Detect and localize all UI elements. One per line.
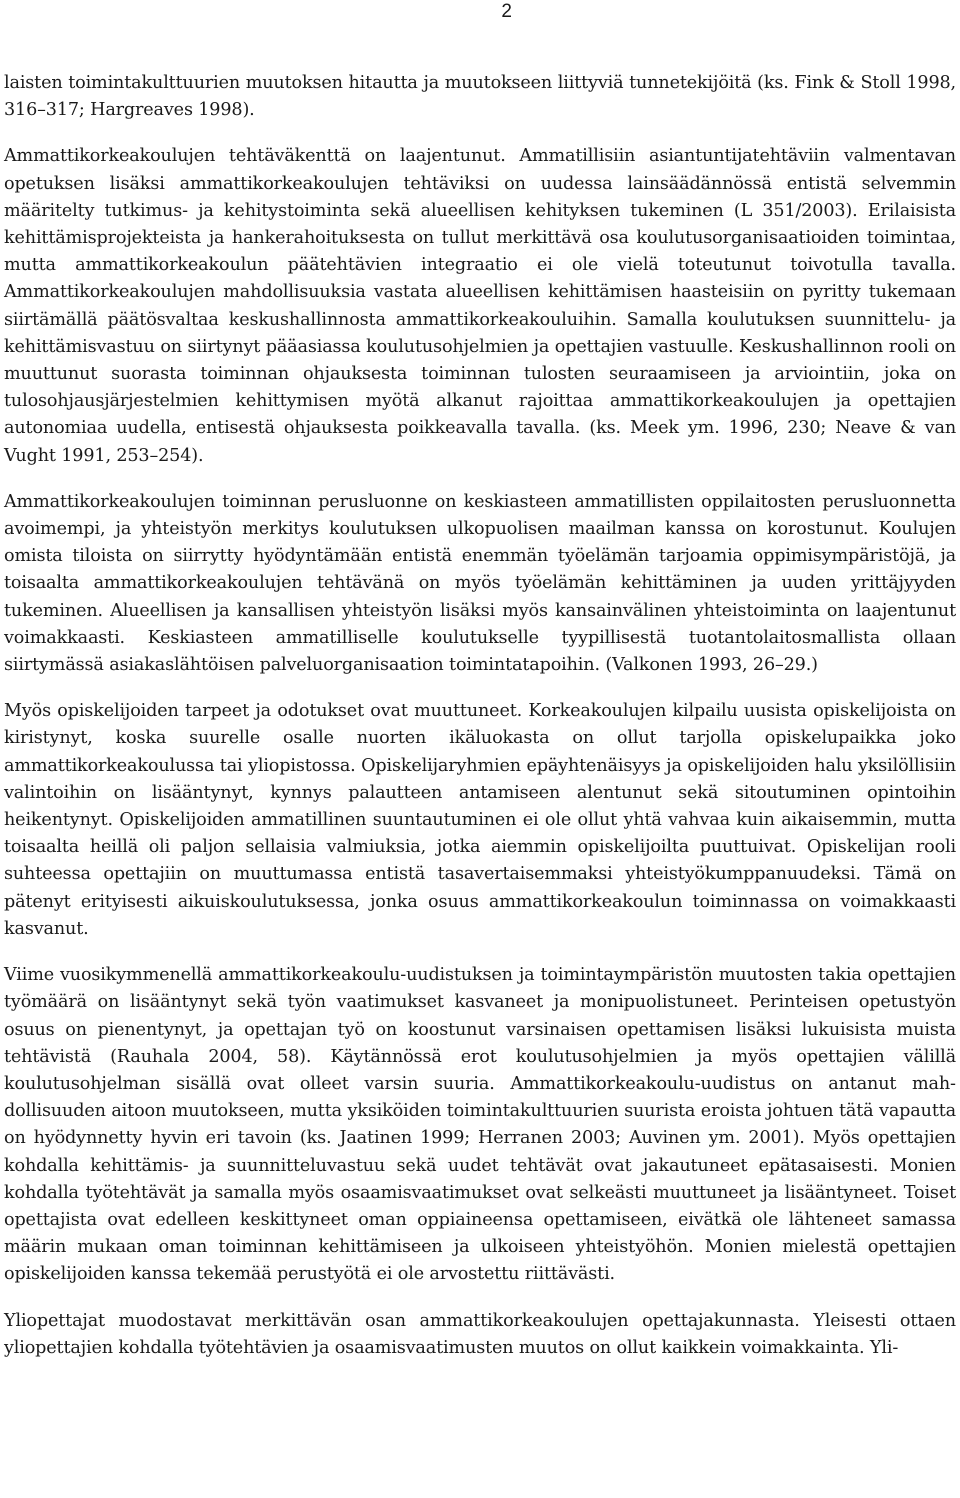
- paragraph-nature: Ammattikorkeakoulujen toiminnan perusluonne on keskiasteen ammatillisten oppilaitosten perusluonnetta avoimempi, ja yhteistyön merkitys koulutuksen ulkopuolisen maailman kanssa on korostunut. Koulujen omista tiloista on siirrytty hyödyntämään entistä enemmän työelämän tarjoamia oppimisympäristöjä, ja toisaalta ammattikorkeakoulujen tehtävänä on myös työelämän kehittäminen ja uuden yrittäjyyden tukeminen. Alueellisen ja kansallisen yhteistyön lisäksi myös kansainvälinen yhteistoiminta on laajentunut voimakkaasti. Keskiasteen ammatilliselle koulutukselle tyypillisestä tuotantolaitosmallista ollaan siirtymässä asiakaslähtöisen palveluorganisaation toimintatapoihin. (Valkonen 1993, 26–29.): [4, 491, 956, 676]
- document-body: [4, 70, 956, 1362]
- paragraph-teachers: Viime vuosikymmenellä ammattikorkeakoulu-uudistuksen ja toimintaympäristön muutosten takia opettajien työmäärä on lisääntynyt sekä työn vaatimukset kasvaneet ja monipuolistuneet. Perinteisen opetustyön osuus on pienentynyt, ja opettajan työ on koostunut varsinaisen opettamisen lisäksi lukuisista muista tehtävistä (Rauhala 2004, 58). Käytännössä erot koulutusohjelmien ja myös opettajien välillä koulutusohjelman sisällä ovat olleet varsin suuria. Ammattikorkeakoulu-uudistus on antanut mahdollisuuden aitoon muutokseen, mutta yksiköiden toimintakulttuurien suurista eroista johtuen tätä vapautta on hyödynnetty hyvin eri tavoin (ks. Jaatinen 1999; Herranen 2003; Auvinen ym. 2001). Myös opettajien kohdalla kehittämis- ja suunnitteluvastuu sekä uudet tehtävät ovat jakautuneet epätasaisesti. Monien kohdalla työtehtävät ja samalla myös osaamisvaatimukset ovat selkeästi muuttuneet ja lisääntyneet. Toiset opettajista ovat edelleen keskittyneet oman oppiaineensa opettamiseen, eivätkä ole lähteneet samassa määrin mukaan oman toiminnan kehittämiseen ja ulkoiseen yhteistyöhön. Monien mielestä opettajien opiskelijoiden kanssa tekemää perustyötä ei ole arvostettu riittävästi.: [4, 965, 956, 1285]
- paragraph-principal-lecturers: Yliopettajat muodostavat merkittävän osan ammattikorkeakoulujen opettajakunnasta. Yleisesti ottaen yliopettajien kohdalla työtehtävien ja osaamisvaatimusten muutos on ollut kaikkein voimakkainta. Yli-: [4, 1310, 956, 1358]
- page-number: 2: [501, 1, 512, 22]
- paragraph-students: Myös opiskelijoiden tarpeet ja odotukset ovat muuttuneet. Korkeakoulujen kilpailu uusista opiskelijoista on kiristynyt, koska suurelle osalle nuorten ikäluokasta on ollut tarjolla opiskelupaikka joko ammattikorkeakoulussa tai yliopistossa. Opiskelijaryhmien epäyhtenäisyys ja opiskelijoiden halu yksilöllisiin valintoihin on lisääntynyt, kynnys palautteen antamiseen alentunut sekä sitoutuminen opintoihin heikentynyt. Opiskelijoiden ammatillinen suuntautuminen ei ole ollut yhtä vahvaa kuin aikaisemmin, mutta toisaalta heillä oli paljon sellaisia valmiuksia, jotka aiemmin opiskelijoilta puuttuivat. Opiskelijan rooli suhteessa opettajiin on muuttumassa entistä tasavertaisemmaksi yhteistyökumppanuudeksi. Tämä on pätenyt erityisesti aikuiskoulutuksessa, jonka osuus ammattikorkeakoulun toiminnassa on voimakkaasti kasvanut.: [4, 701, 956, 939]
- paragraph-tasks: Ammattikorkeakoulujen tehtäväkenttä on laajentunut. Ammatillisiin asiantuntijatehtäviin valmentavan opetuksen lisäksi ammattikorkeakoulujen tehtäviksi on uudessa lainsäädännössä entistä selvemmin määritelty tutkimus- ja kehitystoiminta sekä alueellisen kehityksen tukeminen (L 351/2003). Erilaisista kehittämisprojekteista ja hankerahoituksesta on tullut merkittävä osa koulutusorganisaatioiden toimintaa, mutta ammattikorkeakoulun päätehtävien integraatio ei ole vielä toteutunut toivotulla tavalla. Ammattikorkeakoulujen mahdollisuuksia vastata alueellisen kehittämisen haasteisiin on pyritty tukemaan siirtämällä päätösvaltaa keskushallinnosta ammattikorkeakouluihin. Samalla koulutuksen suunnittelu- ja kehittämisvastuu on siirtynyt pääasiassa koulutusohjelmien ja opettajien vastuulle. Keskushallinnon rooli on muuttunut suorasta toiminnan ohjauksesta toiminnan tulosten seuraamiseen ja arviointiin, joka on tulosohjausjärjestelmien kehittymisen myötä alkanut rajoittaa ammattikorkeakoulujen ja opettajien autonomiaa uudella, entisestä ohjauksesta poikkeavalla tavalla. (ks. Meek ym. 1996, 230; Neave & van Vught 1991, 253–254).: [4, 146, 956, 466]
- paragraph-continuation: laisten toimintakulttuurien muutoksen hitautta ja muutokseen liittyviä tunnetekijöitä (ks. Fink & Stoll 1998, 316–317; Hargreaves 1998).: [4, 73, 956, 121]
